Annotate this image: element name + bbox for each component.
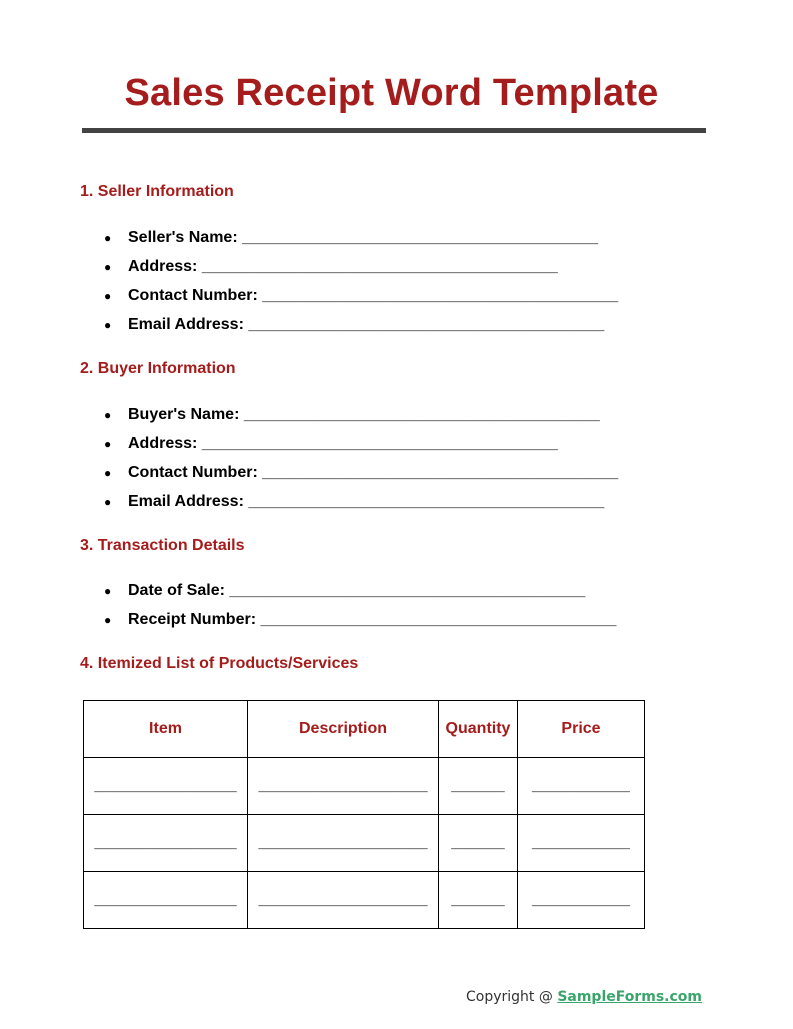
- seller-contact-field[interactable]: [104, 287, 618, 316]
- fill-in-line[interactable]: ________________________________________: [243, 406, 600, 423]
- seller-name-field[interactable]: [104, 229, 618, 258]
- price-cell[interactable]: ___________: [518, 758, 645, 815]
- bullet-icon: ●: [104, 495, 112, 509]
- buyer-field-list: [104, 406, 618, 522]
- item-cell[interactable]: ________________: [84, 758, 248, 815]
- description-cell[interactable]: ___________________: [248, 815, 439, 872]
- column-header-item: Item: [84, 701, 248, 758]
- table-header-row: [84, 701, 645, 758]
- items-section-heading: 4. Itemized List of Products/Services: [80, 655, 359, 672]
- field-label: Seller's Name:: [128, 229, 238, 246]
- buyer-address-field[interactable]: [104, 435, 618, 464]
- item-cell[interactable]: ________________: [84, 872, 248, 929]
- transaction-field-list: [104, 582, 616, 640]
- fill-in-line[interactable]: ________________________________________: [229, 582, 586, 599]
- page-title: Sales Receipt Word Template: [124, 72, 659, 114]
- fill-in-line[interactable]: ________________________________________: [242, 229, 599, 246]
- items-table: [83, 700, 645, 929]
- fill-in-line[interactable]: ________________________________________: [201, 435, 558, 452]
- fill-in-line[interactable]: ________________________________________: [248, 316, 605, 333]
- seller-email-field[interactable]: [104, 316, 618, 345]
- bullet-icon: ●: [104, 437, 112, 451]
- buyer-section-heading: 2. Buyer Information: [80, 360, 236, 377]
- description-cell[interactable]: ___________________: [248, 758, 439, 815]
- quantity-cell[interactable]: ______: [439, 758, 518, 815]
- copyright-footer: [466, 989, 702, 1005]
- bullet-icon: ●: [104, 584, 112, 598]
- fill-in-line[interactable]: ________________________________________: [201, 258, 558, 275]
- quantity-cell[interactable]: ______: [439, 872, 518, 929]
- field-label: Buyer's Name:: [128, 406, 240, 423]
- field-label: Contact Number:: [128, 287, 258, 304]
- quantity-cell[interactable]: ______: [439, 815, 518, 872]
- buyer-email-field[interactable]: [104, 493, 618, 522]
- bullet-icon: ●: [104, 466, 112, 480]
- field-label: Receipt Number:: [128, 611, 257, 628]
- field-label: Contact Number:: [128, 464, 258, 481]
- field-label: Email Address:: [128, 493, 244, 510]
- field-label: Date of Sale:: [128, 582, 225, 599]
- fill-in-line[interactable]: ________________________________________: [262, 287, 619, 304]
- date-of-sale-field[interactable]: [104, 582, 616, 611]
- buyer-name-field[interactable]: [104, 406, 618, 435]
- fill-in-line[interactable]: ________________________________________: [248, 493, 605, 510]
- table-row: [84, 872, 645, 929]
- receipt-number-field[interactable]: [104, 611, 616, 640]
- bullet-icon: ●: [104, 289, 112, 303]
- title-divider: [82, 128, 706, 133]
- table-row: [84, 758, 645, 815]
- price-cell[interactable]: ___________: [518, 872, 645, 929]
- fill-in-line[interactable]: ________________________________________: [260, 611, 617, 628]
- bullet-icon: ●: [104, 408, 112, 422]
- fill-in-line[interactable]: ________________________________________: [262, 464, 619, 481]
- column-header-price: Price: [518, 701, 645, 758]
- bullet-icon: ●: [104, 231, 112, 245]
- bullet-icon: ●: [104, 318, 112, 332]
- bullet-icon: ●: [104, 613, 112, 627]
- seller-address-field[interactable]: [104, 258, 618, 287]
- price-cell[interactable]: ___________: [518, 815, 645, 872]
- column-header-description: Description: [248, 701, 439, 758]
- bullet-icon: ●: [104, 260, 112, 274]
- seller-section-heading: 1. Seller Information: [80, 183, 234, 200]
- item-cell[interactable]: ________________: [84, 815, 248, 872]
- brand-link[interactable]: SampleForms.com: [557, 989, 703, 1005]
- field-label: Address:: [128, 258, 198, 275]
- field-label: Address:: [128, 435, 198, 452]
- copyright-text: Copyright @: [466, 989, 558, 1005]
- description-cell[interactable]: ___________________: [248, 872, 439, 929]
- field-label: Email Address:: [128, 316, 244, 333]
- table-row: [84, 815, 645, 872]
- seller-field-list: [104, 229, 618, 345]
- column-header-quantity: Quantity: [439, 701, 518, 758]
- transaction-section-heading: 3. Transaction Details: [80, 537, 245, 554]
- buyer-contact-field[interactable]: [104, 464, 618, 493]
